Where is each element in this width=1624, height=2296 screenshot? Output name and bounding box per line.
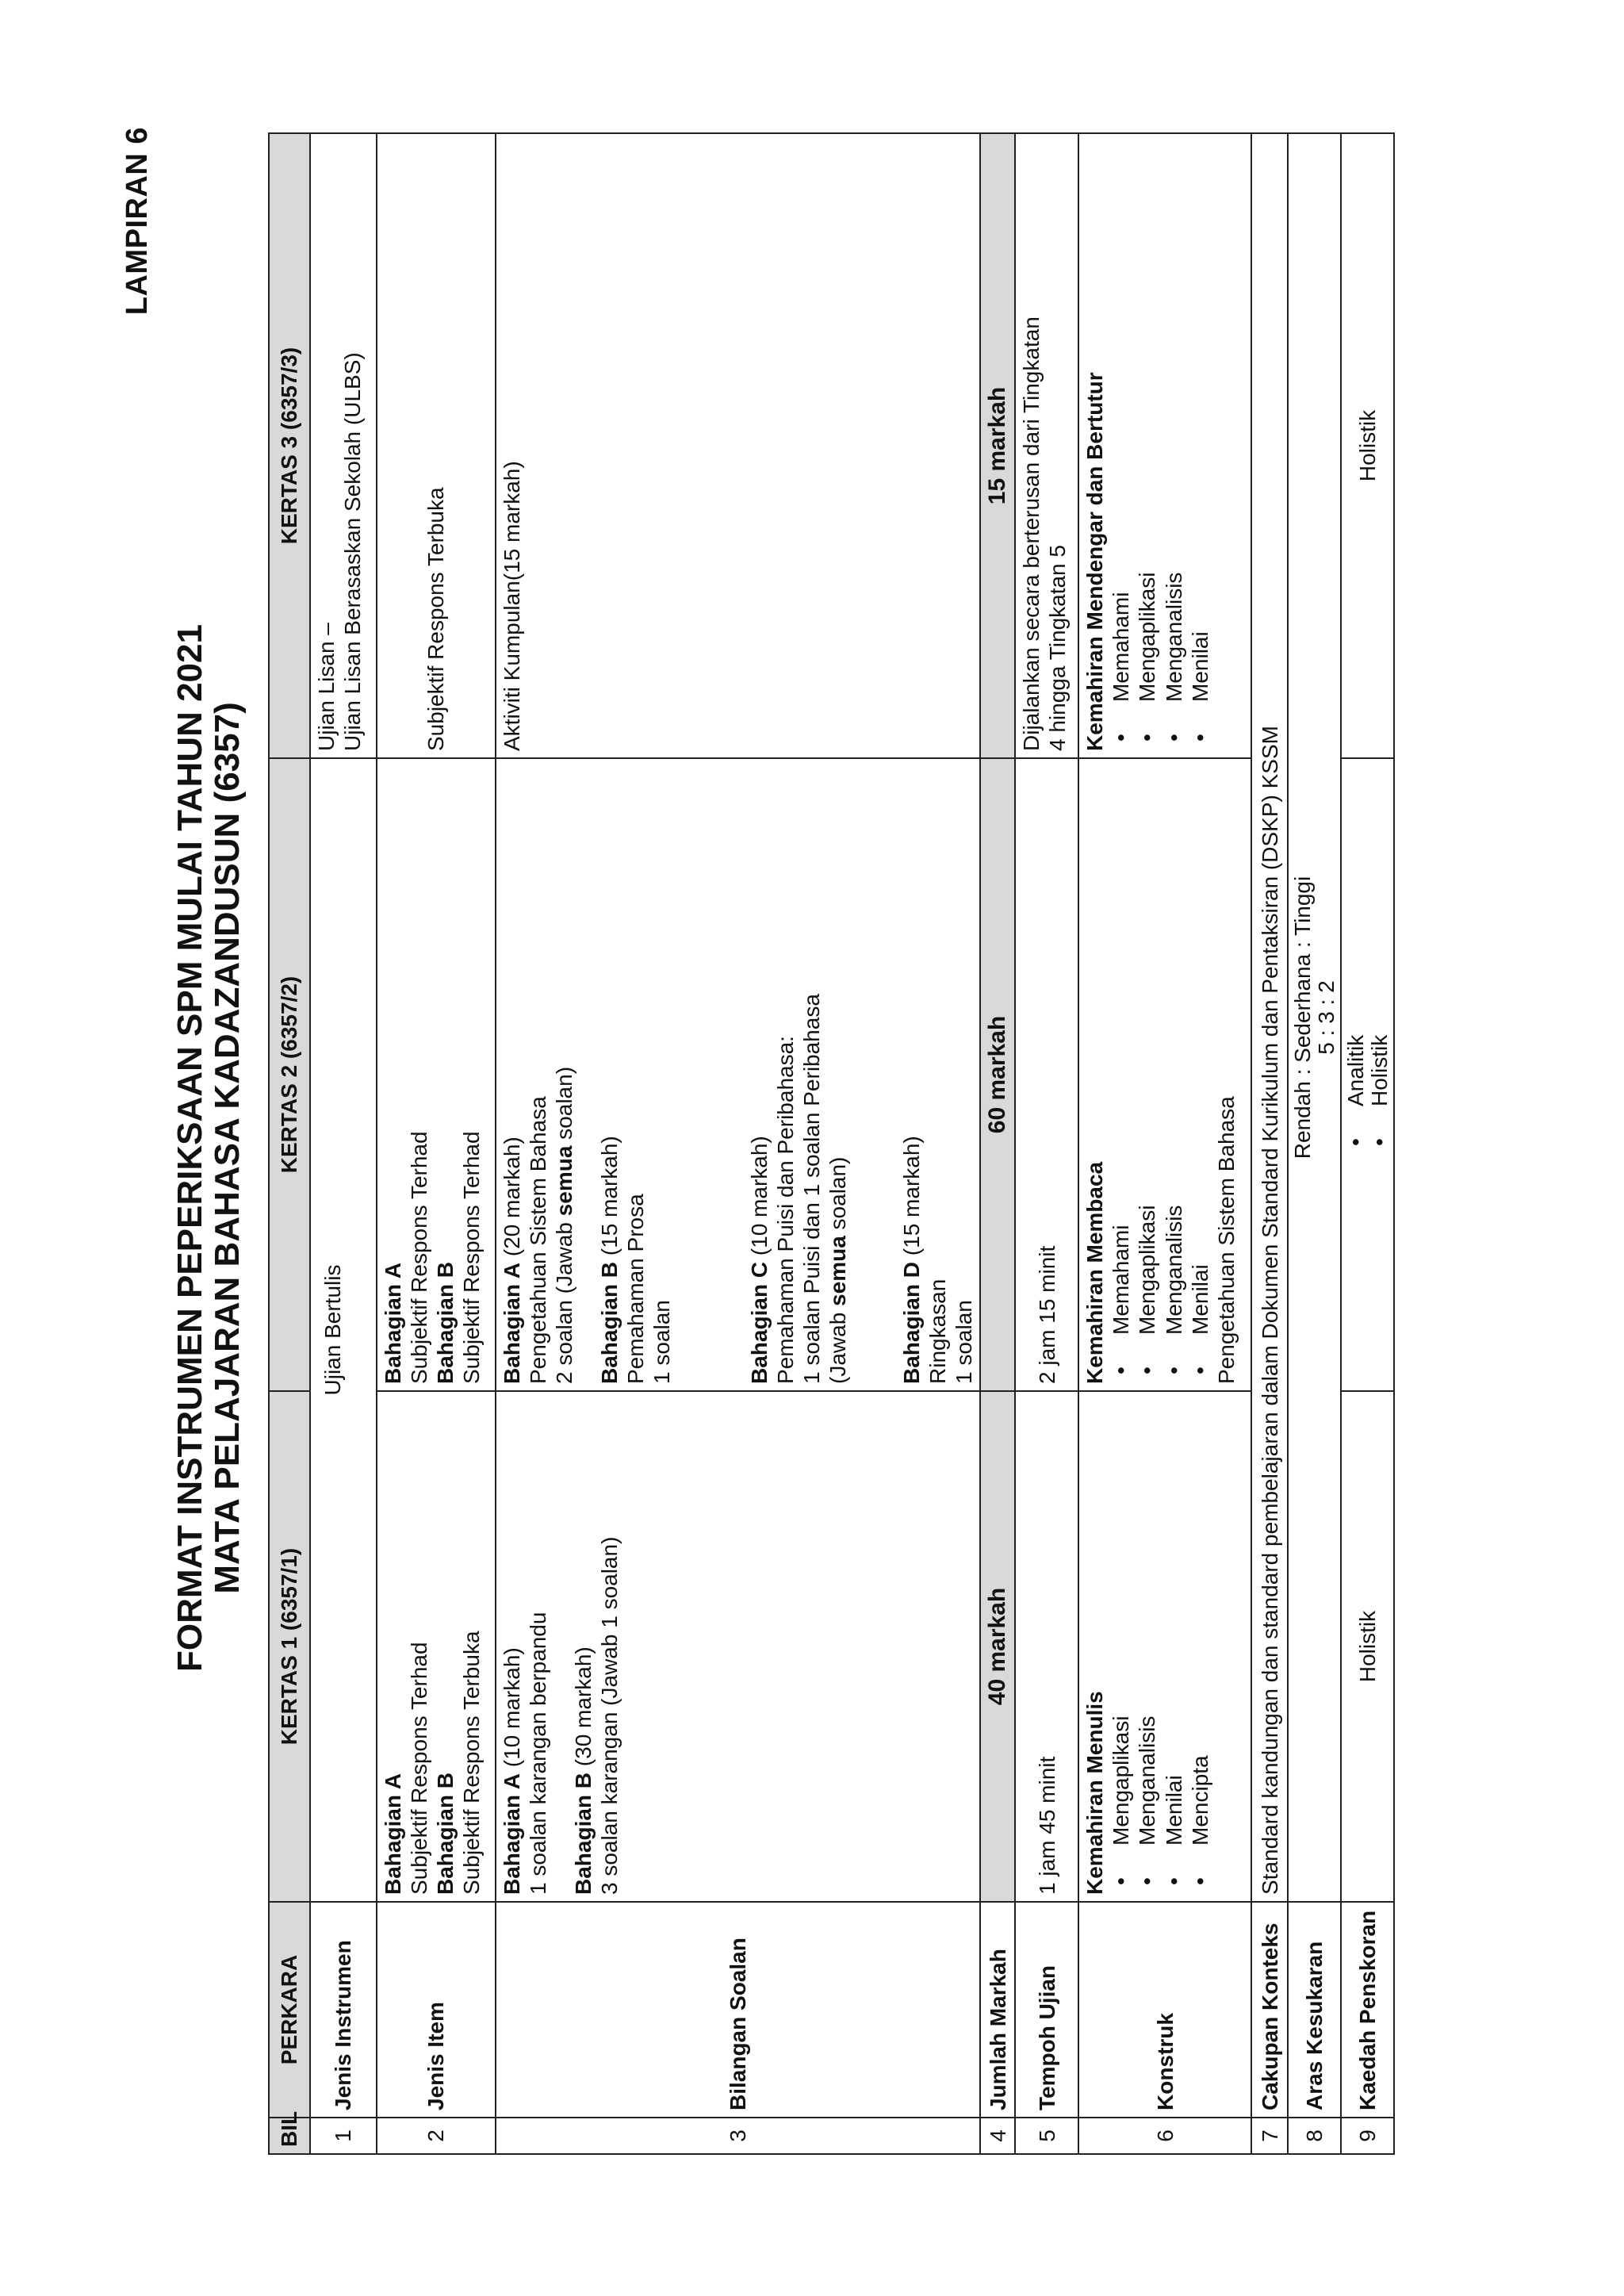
cell-line: Dijalankan secara berterusan dari Tingkatan <box>1019 316 1044 751</box>
cell-heading: Bahagian B <box>433 1772 458 1895</box>
cell-line: Ringkasan <box>925 1278 951 1384</box>
table-row <box>1015 133 1078 2154</box>
tempoh-ujian-k3 <box>1015 133 1078 758</box>
text-part: soalan) <box>552 1066 577 1146</box>
header-kertas-3: KERTAS 3 (6357/3) <box>269 133 310 758</box>
jenis-item-k1 <box>377 1391 496 1902</box>
bilangan-soalan-k1 <box>496 1391 980 1902</box>
cell-line: Subjektif Respons Terhad <box>407 1642 432 1895</box>
mark-text: (15 markah) <box>597 1136 622 1262</box>
list-item: • Holistik <box>1368 765 1391 1106</box>
cell-line: 4 hingga Tingkatan 5 <box>1045 545 1071 751</box>
jenis-instrumen-k3 <box>310 133 377 758</box>
format-table <box>268 132 1395 2155</box>
row-perkara: Aras Kesukaran <box>1288 1902 1341 2118</box>
row-perkara: Kaedah Penskoran <box>1341 1902 1394 2118</box>
bilangan-soalan-k2 <box>496 758 980 1391</box>
bahagian-d-label: Bahagian D <box>899 1261 925 1384</box>
header-perkara: PERKARA <box>269 1902 310 2118</box>
table-header-row <box>269 133 310 2154</box>
document-title: FORMAT INSTRUMEN PEPERIKSAAN SPM MULAI TAHUN 2021 <box>170 624 209 1672</box>
list-item: • Analitik <box>1344 765 1367 1106</box>
cell-line: Ujian Lisan Berasaskan Sekolah (ULBS) <box>340 352 366 751</box>
jumlah-markah-k2: 60 markah <box>980 758 1015 1391</box>
bahagian-a-label: Bahagian A <box>500 1773 524 1895</box>
text-part: 2 soalan (Jawab <box>552 1216 577 1384</box>
cell-line: 1 soalan <box>952 1300 977 1384</box>
konstruk-k1 <box>1078 1391 1251 1902</box>
mark-text: (15 markah) <box>899 1136 925 1262</box>
row-perkara: Jumlah Markah <box>980 1902 1015 2118</box>
jumlah-markah-k1: 40 markah <box>980 1391 1015 1902</box>
row-number: 3 <box>496 2118 980 2154</box>
list-item: • Menganalisis <box>1161 765 1187 1335</box>
list-item: • Menilai <box>1187 765 1213 1335</box>
list-item: • Menilai <box>1187 140 1213 702</box>
cell-line: 1 soalan <box>649 1300 675 1384</box>
jenis-item-k3 <box>377 133 496 758</box>
document-subtitle: MATA PELAJARAN BAHASA KADAZANDUSUN (6357) <box>208 702 247 1594</box>
cell-line: Ujian Lisan – <box>314 623 339 751</box>
jenis-instrumen-k1-k2 <box>310 758 377 1902</box>
construct-heading: Kemahiran Membaca <box>1082 1161 1108 1384</box>
bahagian-b-label: Bahagian B <box>571 1772 596 1895</box>
cell-line: Aktiviti Kumpulan(15 markah) <box>500 461 524 751</box>
list-item: • Memahami <box>1108 140 1134 702</box>
konstruk-k3 <box>1078 133 1251 758</box>
bahagian-c-label: Bahagian C <box>747 1261 772 1384</box>
row-number: 1 <box>310 2118 377 2154</box>
ratio-label: Rendah : Sederhana : Tinggi <box>1290 876 1316 1159</box>
bahagian-b-label: Bahagian B <box>597 1261 622 1384</box>
row-number: 5 <box>1015 2118 1078 2154</box>
text-emphasis: semua <box>825 1236 851 1306</box>
cell-heading: Bahagian A <box>381 1263 405 1384</box>
list-item: • Mengaplikasi <box>1108 1398 1134 1846</box>
mark-text: (30 markah) <box>571 1646 596 1773</box>
construct-heading: Kemahiran Menulis <box>1082 1691 1108 1895</box>
row-perkara: Tempoh Ujian <box>1015 1902 1078 2118</box>
table-row <box>310 133 377 2154</box>
bahagian-a-label: Bahagian A <box>500 1263 524 1384</box>
row-number: 7 <box>1251 2118 1288 2154</box>
cell-line: 3 soalan karangan (Jawab 1 soalan) <box>597 1536 622 1895</box>
mark-text: (10 markah) <box>747 1136 772 1262</box>
cell-heading: Bahagian B <box>433 1261 458 1384</box>
cell-heading: Bahagian A <box>381 1773 405 1895</box>
cell-line: Pengetahuan Sistem Bahasa <box>1213 1096 1239 1384</box>
bilangan-soalan-k3 <box>496 133 980 758</box>
table-row <box>1251 133 1288 2154</box>
kaedah-penskoran-k2 <box>1341 758 1394 1391</box>
table-row <box>1078 133 1251 2154</box>
header-bil: BIL <box>269 2118 310 2154</box>
kaedah-penskoran-k3: Holistik <box>1341 133 1394 758</box>
tempoh-ujian-k2: 2 jam 15 minit <box>1015 758 1078 1391</box>
cakupan-konteks: Standard kandungan dan standard pembelajaran dalam Dokumen Standard Kurikulum dan Pentaksiran (DSKP) KSSM <box>1251 133 1288 1902</box>
aras-kesukaran <box>1288 133 1341 1902</box>
cell-line: Subjektif Respons Terhad <box>407 1131 432 1384</box>
cell-line: Subjektif Respons Terbuka <box>459 1631 485 1895</box>
jenis-item-k2 <box>377 758 496 1391</box>
header-kertas-1: KERTAS 1 (6357/1) <box>269 1391 310 1902</box>
header-kertas-2: KERTAS 2 (6357/2) <box>269 758 310 1391</box>
cell-line: 1 soalan karangan berpandu <box>526 1612 551 1895</box>
row-perkara: Konstruk <box>1078 1902 1251 2118</box>
list-item: • Mencipta <box>1187 1398 1213 1846</box>
cell-line: Pengetahuan Sistem Bahasa <box>526 1096 551 1384</box>
table-row <box>1288 133 1341 2154</box>
cell-line: Pemahaman Puisi dan Peribahasa: <box>773 1036 799 1384</box>
tempoh-ujian-k1: 1 jam 45 minit <box>1015 1391 1078 1902</box>
cell-line: Pemahaman Prosa <box>623 1194 649 1384</box>
ratio-value: 5 : 3 : 2 <box>1313 980 1339 1055</box>
row-number: 4 <box>980 2118 1015 2154</box>
kaedah-penskoran-k1: Holistik <box>1341 1391 1394 1902</box>
row-perkara: Cakupan Konteks <box>1251 1902 1288 2118</box>
row-perkara: Bilangan Soalan <box>496 1902 980 2118</box>
mark-text: (10 markah) <box>500 1647 524 1773</box>
list-item: • Mengaplikasi <box>1134 765 1160 1335</box>
row-number: 6 <box>1078 2118 1251 2154</box>
table-row <box>980 133 1015 2154</box>
table-row <box>496 133 980 2154</box>
row-perkara: Jenis Instrumen <box>310 1902 377 2118</box>
ujian-bertulis: Ujian Bertulis <box>320 1264 345 1396</box>
cell-line: 1 soalan Puisi dan 1 soalan Peribahasa <box>799 994 825 1384</box>
cell-line: Subjektif Respons Terhad <box>459 1131 485 1384</box>
row-number: 9 <box>1341 2118 1394 2154</box>
appendix-label: LAMPIRAN 6 <box>121 127 154 316</box>
text-part: (Jawab <box>825 1305 851 1384</box>
list-item: • Menganalisis <box>1134 1398 1160 1846</box>
construct-heading: Kemahiran Mendengar dan Bertutur <box>1082 372 1108 751</box>
mark-text: (20 markah) <box>500 1137 524 1263</box>
row-number: 2 <box>377 2118 496 2154</box>
text-part: soalan) <box>825 1156 851 1236</box>
list-item: • Menilai <box>1161 1398 1187 1846</box>
list-item: • Memahami <box>1108 765 1134 1335</box>
list-item: • Mengaplikasi <box>1134 140 1160 702</box>
row-number: 8 <box>1288 2118 1341 2154</box>
cell-line: Subjektif Respons Terbuka <box>423 487 449 751</box>
table-row <box>377 133 496 2154</box>
text-emphasis: semua <box>552 1145 577 1217</box>
row-perkara: Jenis Item <box>377 1902 496 2118</box>
konstruk-k2 <box>1078 758 1251 1391</box>
table-row <box>1341 133 1394 2154</box>
list-item: • Menganalisis <box>1161 140 1187 702</box>
jumlah-markah-k3: 15 markah <box>980 133 1015 758</box>
